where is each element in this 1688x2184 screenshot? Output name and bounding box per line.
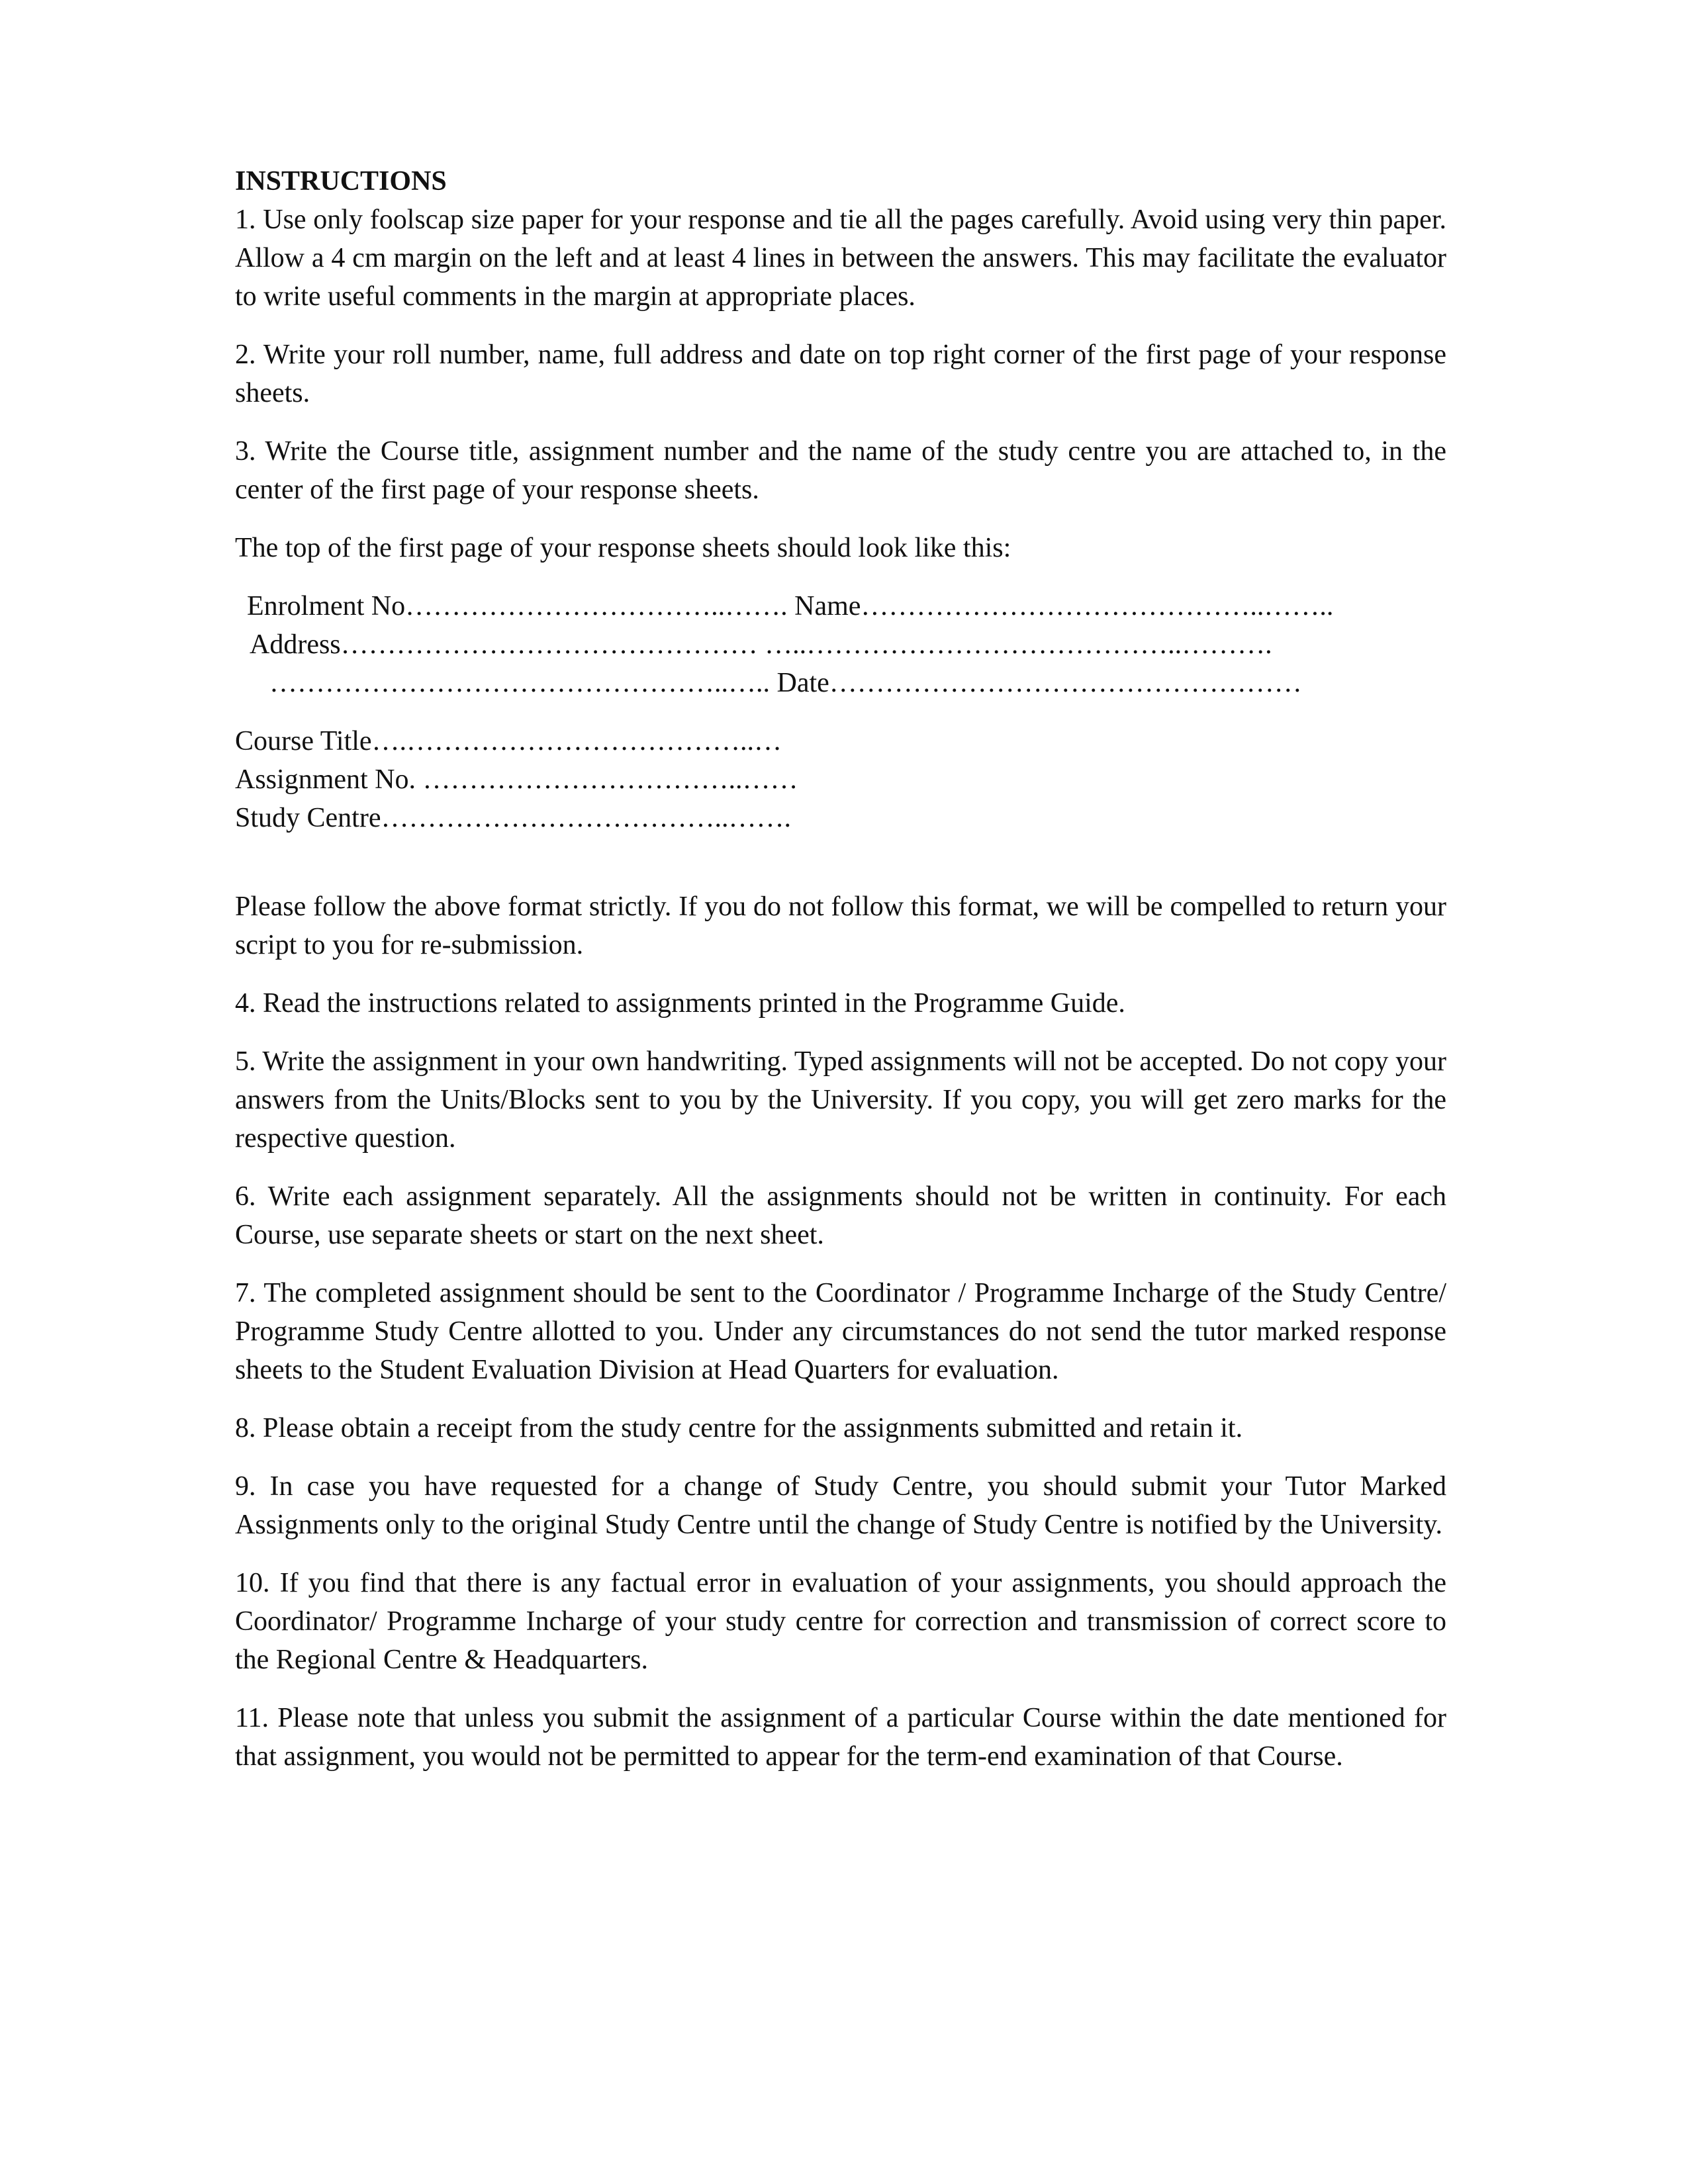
instruction-2: 2. Write your roll number, name, full address and date on top right corner of the first page of your response sheets. <box>235 340 1446 408</box>
instructions-heading: INSTRUCTIONS <box>235 166 447 197</box>
address-date-line: …………………………………………..….. Date…………………………………………… <box>269 668 1302 698</box>
format-intro: The top of the first page of your response sheets should look like this: <box>235 533 1011 563</box>
instruction-3: 3. Write the Course title, assignment number and the name of the study centre you are attached to, in the center of the first page of your response sheets. <box>235 436 1446 505</box>
instruction-11: 11. Please note that unless you submit the assignment of a particular Course within the date mentioned for that assignment, you would not be permitted to appear for the term-end examination of that Course. <box>235 1703 1446 1772</box>
instruction-8: 8. Please obtain a receipt from the study centre for the assignments submitted and retain it. <box>235 1413 1243 1443</box>
course-details-sample <box>235 722 1446 837</box>
address-line: Address……………………………………… …..…………………………………..………. <box>250 629 1272 660</box>
instruction-6: 6. Write each assignment separately. All the assignments should not be written in continuity. For each Course, use separate sheets or start on the next sheet. <box>235 1181 1446 1250</box>
response-sheet-header-sample <box>235 587 1446 702</box>
enrolment-name-line: Enrolment No……………………………..……. Name……………………………………..…….. <box>247 591 1334 621</box>
instructions-page <box>235 162 1446 1796</box>
format-warning: Please follow the above format strictly. If you do not follow this format, we will be compelled to return your script to you for re-submission. <box>235 891 1446 960</box>
study-centre-line: Study Centre………………………………..……. <box>235 803 791 833</box>
instruction-1: 1. Use only foolscap size paper for your response and tie all the pages carefully. Avoid using very thin paper. Allow a 4 cm margin on the left and at least 4 lines in between the answers. This may facilitate the evaluator to write useful comments in the margin at appropriate places. <box>235 205 1446 312</box>
course-title-line: Course Title….………………………………..… <box>235 726 782 756</box>
instruction-4: 4. Read the instructions related to assignments printed in the Programme Guide. <box>235 988 1125 1019</box>
instruction-7: 7. The completed assignment should be sent to the Coordinator / Programme Incharge of the Study Centre/ Programme Study Centre allotted to you. Under any circumstances do not send the tutor marked response sheets to the Student Evaluation Division at Head Quarters for evaluation. <box>235 1278 1446 1385</box>
instruction-9: 9. In case you have requested for a change of Study Centre, you should submit your Tutor Marked Assignments only to the original Study Centre until the change of Study Centre is notified by the University. <box>235 1471 1446 1540</box>
instruction-5: 5. Write the assignment in your own handwriting. Typed assignments will not be accepted. Do not copy your answers from the Units/Blocks sent to you by the University. If you copy, you will get zero marks for the respective question. <box>235 1046 1446 1154</box>
assignment-no-line: Assignment No. ……………………………..…… <box>235 764 798 795</box>
instruction-10: 10. If you find that there is any factual error in evaluation of your assignments, you should approach the Coordinator/ Programme Incharge of your study centre for correction and transmission of correct score to the Regional Centre & Headquarters. <box>235 1568 1446 1675</box>
